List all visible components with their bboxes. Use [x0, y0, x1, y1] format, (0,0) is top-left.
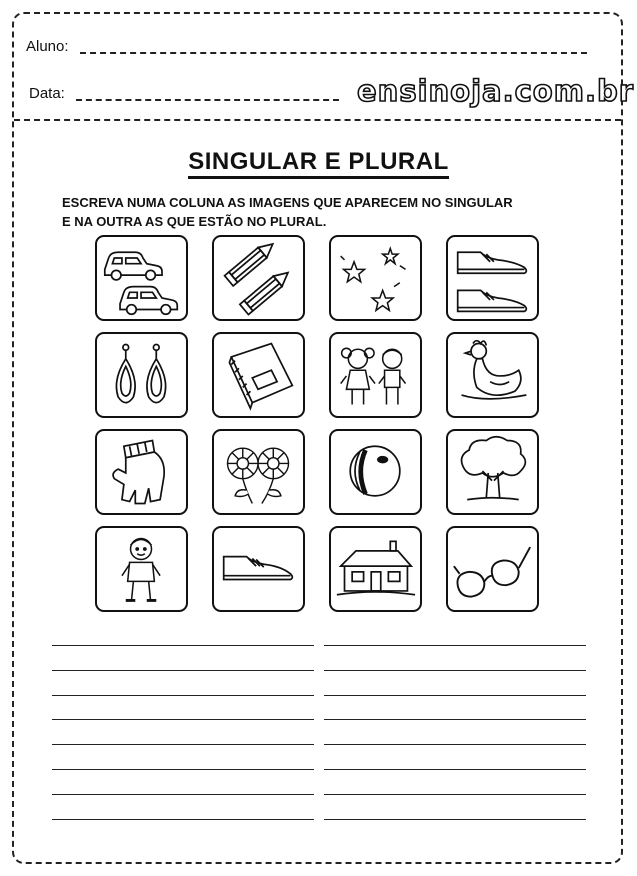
picture-card-boy: [95, 526, 188, 612]
writing-line[interactable]: [324, 670, 586, 671]
picture-card-cars: [95, 235, 188, 321]
picture-card-house: [329, 526, 422, 612]
picture-card-glove: [95, 429, 188, 515]
cars-icon: [97, 237, 186, 319]
glasses-icon: [448, 528, 537, 610]
site-logo: ensinoja.com.br: [357, 74, 635, 108]
picture-card-glasses: [446, 526, 539, 612]
children-icon: [331, 334, 420, 416]
writing-line[interactable]: [52, 819, 314, 820]
picture-card-hen: [446, 332, 539, 418]
shoes-icon: [448, 237, 537, 319]
flowers-icon: [214, 431, 303, 513]
writing-line[interactable]: [324, 719, 586, 720]
header-divider: [14, 119, 621, 121]
tree-icon: [448, 431, 537, 513]
picture-card-shoe: [212, 526, 305, 612]
writing-line[interactable]: [52, 769, 314, 770]
picture-card-shoes: [446, 235, 539, 321]
picture-card-pencils: [212, 235, 305, 321]
date-line[interactable]: [76, 99, 339, 101]
writing-line[interactable]: [324, 769, 586, 770]
writing-line[interactable]: [324, 645, 586, 646]
worksheet-title: SINGULAR E PLURAL: [0, 148, 637, 176]
glove-icon: [97, 431, 186, 513]
instructions: [62, 193, 602, 231]
picture-card-earrings: [95, 332, 188, 418]
boy-icon: [97, 528, 186, 610]
pencils-icon: [214, 237, 303, 319]
house-icon: [331, 528, 420, 610]
picture-card-children: [329, 332, 422, 418]
picture-card-notebook: [212, 332, 305, 418]
instruction-line-2: E NA OUTRA AS QUE ESTÃO NO PLURAL.: [62, 214, 327, 229]
writing-line[interactable]: [52, 794, 314, 795]
student-name-line[interactable]: [80, 52, 587, 54]
writing-line[interactable]: [324, 744, 586, 745]
ball-icon: [331, 431, 420, 513]
picture-card-flowers: [212, 429, 305, 515]
student-label: Aluno:: [26, 38, 69, 55]
picture-card-tree: [446, 429, 539, 515]
writing-line[interactable]: [52, 744, 314, 745]
stars-icon: [331, 237, 420, 319]
picture-card-ball: [329, 429, 422, 515]
writing-line[interactable]: [324, 695, 586, 696]
shoe-icon: [214, 528, 303, 610]
writing-line[interactable]: [52, 645, 314, 646]
picture-card-stars: [329, 235, 422, 321]
notebook-icon: [214, 334, 303, 416]
writing-line[interactable]: [52, 670, 314, 671]
writing-line[interactable]: [52, 719, 314, 720]
writing-line[interactable]: [52, 695, 314, 696]
writing-line[interactable]: [324, 794, 586, 795]
date-label: Data:: [29, 85, 65, 102]
instruction-line-1: ESCREVA NUMA COLUNA AS IMAGENS QUE APARECEM NO SINGULAR: [62, 195, 513, 210]
writing-line[interactable]: [324, 819, 586, 820]
earrings-icon: [97, 334, 186, 416]
hen-icon: [448, 334, 537, 416]
